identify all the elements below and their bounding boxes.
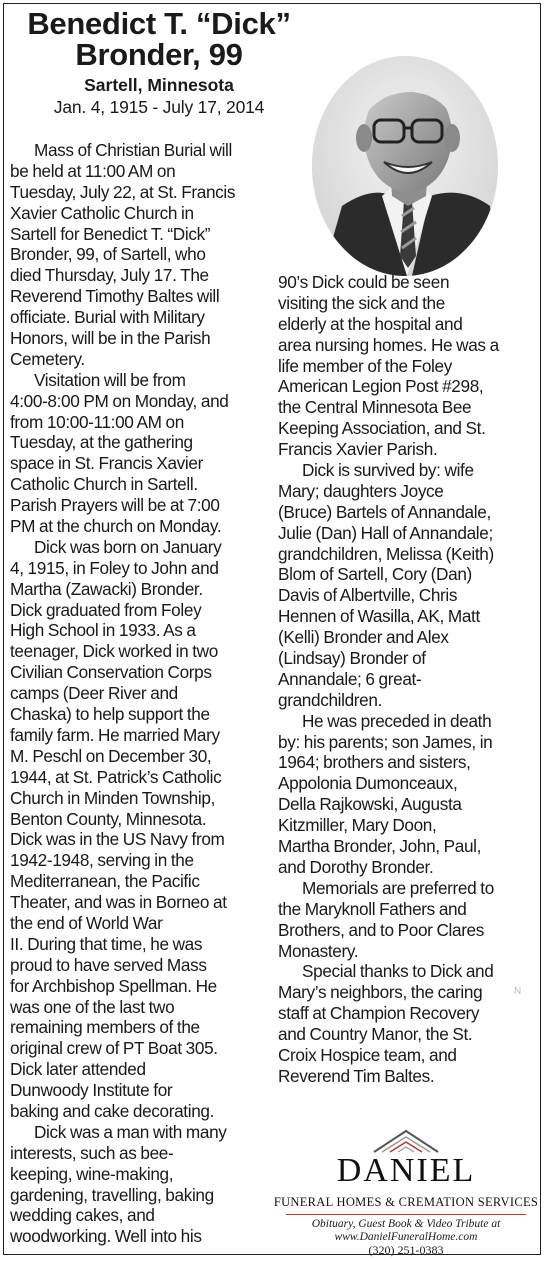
obituary-text-line: keeping, wine-making, <box>10 1163 174 1184</box>
house-roof-icon <box>372 1128 440 1154</box>
obituary-text-line: and Dorothy Bronder. <box>278 856 434 877</box>
tribute-text: Obituary, Guest Book & Video Tribute at <box>311 1218 501 1230</box>
obituary-text-line: proud to have served Mass <box>10 954 207 975</box>
obituary-text-line: Annandale; 6 great- <box>278 668 422 689</box>
obituary-text-line: Sartell for Benedict T. “Dick” <box>10 223 211 244</box>
obituary-text-line: original crew of PT Boat 305. <box>10 1038 218 1059</box>
obituary-text-line: Reverend Timothy Baltes will <box>10 286 220 307</box>
funeral-home-subtitle: FUNERAL HOMES & CREMATION SERVICES <box>273 1195 539 1209</box>
obituary-text-line: Blom of Sartell, Cory (Dan) <box>278 564 472 585</box>
obituary-text-line: Tuesday, July 22, at St. Francis <box>10 181 236 202</box>
obituary-text-line: and Country Manor, the St. <box>278 1024 473 1045</box>
portrait-illustration <box>312 56 498 276</box>
obituary-header <box>8 8 310 118</box>
obituary-text-line: gardening, travelling, baking <box>10 1184 214 1205</box>
obituary-text-line: Dunwoody Institute for <box>10 1080 173 1101</box>
obituary-text-line: Bronder, 99, of Sartell, who <box>10 244 206 265</box>
obituary-text-line: PM at the church on Monday. <box>10 516 222 537</box>
obituary-text-line: Francis Xavier Parish. <box>278 439 438 460</box>
obituary-text-line: Croix Hospice team, and <box>278 1044 457 1065</box>
obituary-text-line: Theater, and was in Borneo at <box>10 892 227 913</box>
obituary-text-line: Julie (Dan) Hall of Annandale; <box>278 522 493 543</box>
obituary-text-line: Della Rajkowski, Augusta <box>278 794 462 815</box>
obituary-text-line: Civilian Conservation Corps <box>10 662 212 683</box>
obituary-text-line: Dick graduated from Foley <box>10 599 202 620</box>
obituary-column-left <box>10 140 272 1247</box>
obituary-text-line: Benton County, Minnesota. <box>10 808 207 829</box>
obituary-text-line: by: his parents; son James, in <box>278 731 493 752</box>
obituary-text-line: Monastery. <box>278 940 359 961</box>
obituary-text-line: Special thanks to Dick and <box>302 961 494 982</box>
obituary-text-line: Mass of Christian Burial will <box>34 140 232 160</box>
obituary-text-line: He was preceded in death <box>302 710 492 731</box>
obituary-text-line: teenager, Dick worked in two <box>10 641 218 662</box>
obituary-text-line: Tuesday, at the gathering <box>10 432 193 453</box>
obituary-text-line: Dick is survived by: wife <box>302 460 474 481</box>
obituary-text-line: 4:00-8:00 PM on Monday, and <box>10 390 229 411</box>
obituary-text-line: Cemetery. <box>10 348 85 369</box>
obituary-text-line: area nursing homes. He was a <box>278 334 499 355</box>
hometown: Sartell, Minnesota <box>84 75 234 95</box>
obituary-text-line: Mary’s neighbors, the caring <box>278 982 483 1003</box>
obituary-text-line: 1944, at St. Patrick’s Catholic <box>10 766 222 787</box>
obituary-text-line: space in St. Francis Xavier <box>10 453 203 474</box>
obituary-text-line: II. During that time, he was <box>10 933 203 954</box>
obituary-text-line: from 10:00-11:00 AM on <box>10 411 184 432</box>
portrait-photo <box>312 56 498 276</box>
funeral-home-name: DANIEL <box>336 1152 476 1189</box>
obituary-text-line: Mary; daughters Joyce <box>278 480 444 501</box>
obituary-text-line: died Thursday, July 17. The <box>10 265 209 286</box>
obituary-text-line: Dick was in the US Navy from <box>10 829 225 850</box>
life-dates: Jan. 4, 1915 - July 17, 2014 <box>53 97 265 117</box>
obituary-text-line: visiting the sick and the <box>278 292 445 313</box>
obituary-text-line: 1964; brothers and sisters, <box>278 752 471 773</box>
obituary-text-line: for Archbishop Spellman. He <box>10 975 217 996</box>
obituary-text-line: was one of the last two <box>10 996 175 1017</box>
obituary-text-line: (Lindsay) Bronder of <box>278 648 426 669</box>
obituary-text-line: camps (Deer River and <box>10 683 178 704</box>
obituary-text-line: 90’s Dick could be seen <box>278 272 450 292</box>
deceased-name-line2: Bronder, 99 <box>75 37 243 72</box>
obituary-text-line: Memorials are preferred to <box>302 877 494 898</box>
obituary-text-line: the Central Minnesota Bee <box>278 397 472 418</box>
obituary-text-line: Church in Minden Township, <box>10 787 215 808</box>
obituary-text-line: American Legion Post #298, <box>278 376 484 397</box>
obituary-text-line: be held at 11:00 AM on <box>10 160 176 181</box>
obituary-text-line: Parish Prayers will be at 7:00 <box>10 495 220 516</box>
obituary-text-line: Martha Bronder, John, Paul, <box>278 836 482 857</box>
obituary-text-line: Catholic Church in Sartell. <box>10 474 198 495</box>
obituary-text-line: Davis of Albertville, Chris <box>278 585 458 606</box>
obituary-text-line: Keeping Association, and St. <box>278 418 486 439</box>
obituary-text-line: grandchildren, Melissa (Keith) <box>278 543 494 564</box>
website-link[interactable]: www.DanielFuneralHome.com <box>334 1231 478 1243</box>
obituary-text-line: (Bruce) Bartels of Annandale, <box>278 501 491 522</box>
obituary-text-line: Dick was born on January <box>34 536 222 557</box>
obituary-text-line: Honors, will be in the Parish <box>10 328 211 349</box>
obituary-text-line: the Maryknoll Fathers and <box>278 898 467 919</box>
obituary-text-line: grandchildren. <box>278 689 383 710</box>
obituary-text-line: Xavier Catholic Church in <box>10 202 194 223</box>
obituary-text-line: Chaska) to help support the <box>10 704 210 725</box>
obituary-text-line: Dick later attended <box>10 1059 146 1080</box>
obituary-text-line: woodworking. Well into his <box>10 1226 202 1247</box>
obituary-text-line: family farm. He married Mary <box>10 724 220 745</box>
obituary-text-line: remaining members of the <box>10 1017 200 1038</box>
obituary-column-right <box>278 272 540 1087</box>
obituary-text-line: Martha (Zawacki) Bronder. <box>10 578 203 599</box>
obituary-text-line: Visitation will be from <box>34 369 186 390</box>
obituary-text-line: Mediterranean, the Pacific <box>10 871 200 892</box>
obituary-text-line: High School in 1933. As a <box>10 620 196 641</box>
deceased-name-line1: Benedict T. “Dick” <box>27 6 291 41</box>
obituary-text-line: Dick was a man with many <box>34 1121 227 1142</box>
obituary-text-line: 1942-1948, serving in the <box>10 850 194 871</box>
phone-number: (320) 251-0383 <box>368 1243 444 1257</box>
obituary-text-line: Reverend Tim Baltes. <box>278 1065 435 1086</box>
obituary-text-line: Hennen of Wasilla, AK, Matt <box>278 606 480 627</box>
obituary-text-line: Brothers, and to Poor Clares <box>278 919 485 940</box>
logo-divider <box>286 1214 526 1215</box>
obituary-text-line: 4, 1915, in Foley to John and <box>10 557 219 578</box>
obituary-text-line: interests, such as bee- <box>10 1142 174 1163</box>
obituary-text-line: baking and cake decorating. <box>10 1100 215 1121</box>
obituary-text-line: M. Peschl on December 30, <box>10 745 212 766</box>
obituary-text-line: (Kelli) Bronder and Alex <box>278 627 449 648</box>
obituary-text-line: elderly at the hospital and <box>278 313 463 334</box>
obituary-text-line: wedding cakes, and <box>10 1205 155 1226</box>
obituary-text-line: officiate. Burial with Military <box>10 307 205 328</box>
obituary-text-line: the end of World War <box>10 912 163 933</box>
obituary-text-line: Appolonia Dumonceaux, <box>278 773 458 794</box>
funeral-home-ad <box>272 1132 540 1257</box>
obituary-text-line: Kitzmiller, Mary Doon, <box>278 815 437 836</box>
margin-mark: N <box>514 986 522 997</box>
obituary-text-line: life member of the Foley <box>278 355 452 376</box>
obituary-text-line: staff at Champion Recovery <box>278 1003 480 1024</box>
